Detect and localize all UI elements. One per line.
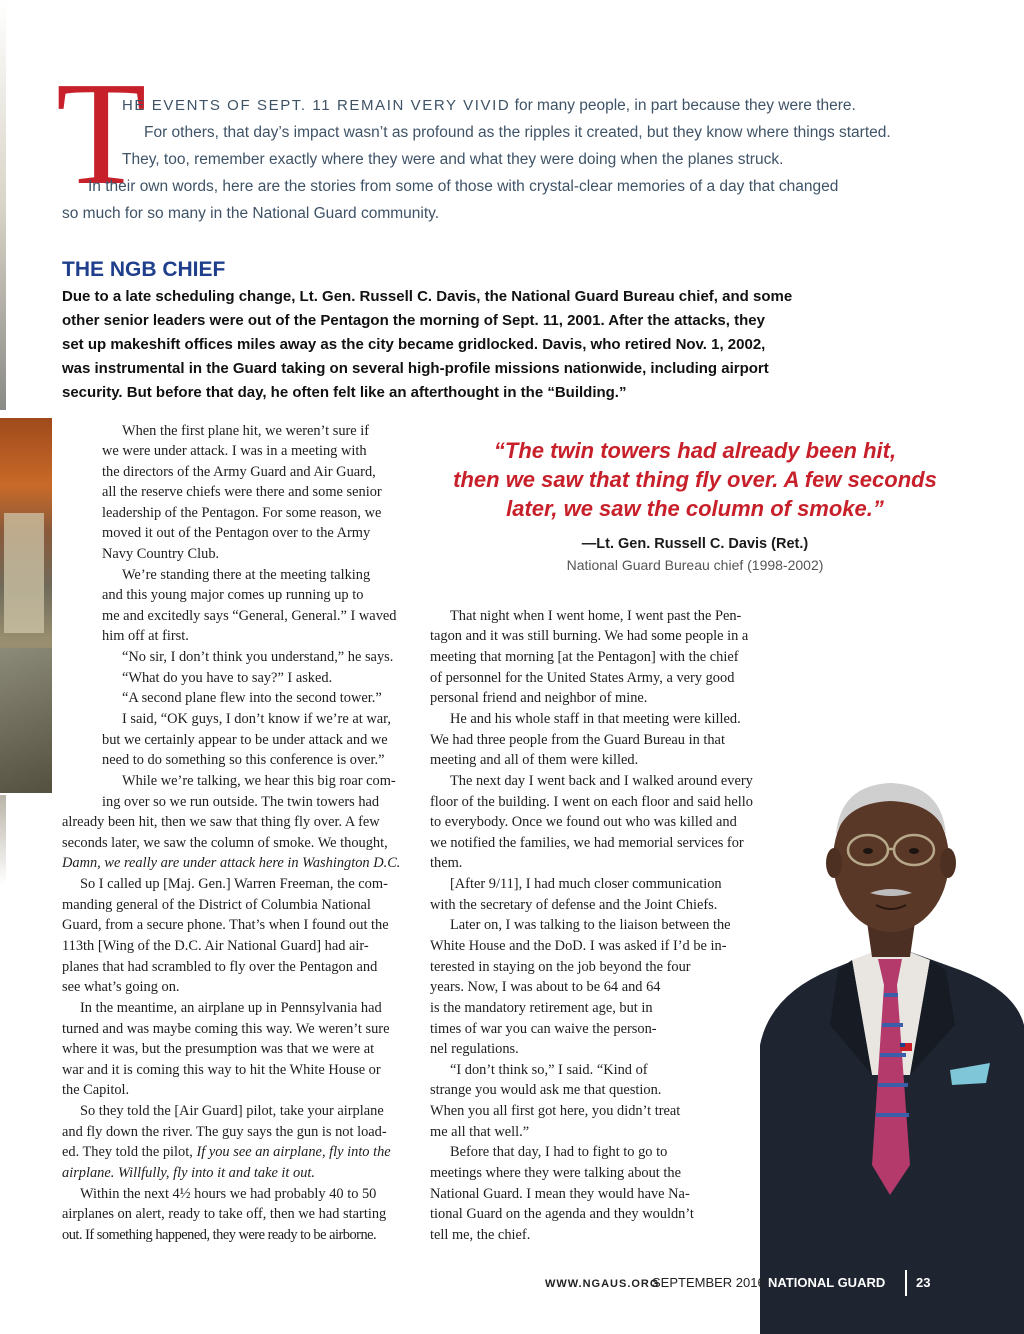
body-line: White House and the DoD. I was asked if I’d be in- [430,938,727,954]
body-line: In the meantime, an airplane up in Pennsylvania had [80,1000,382,1016]
body-line: meeting and all of them were killed. [430,752,639,768]
body-line: but we certainly appear to be under attack and we [102,732,388,748]
body-line: times of war you can waive the person- [430,1021,657,1037]
body-line: moved it out of the Pentagon over to the Army [102,525,371,541]
body-line: need to do something so this conference is over.” [102,752,385,768]
body-line: and this young major comes up running up to [102,587,364,603]
body-line: seconds later, we saw the column of smoke. We thought, [62,835,388,851]
body-line: the directors of the Army Guard and Air Guard, [102,464,376,480]
edge-photo-strip-lower [0,795,6,885]
lede-line: other senior leaders were out of the Pentagon the morning of Sept. 11, 2001. After the attacks, they [62,312,765,329]
body-line: we notified the families, we had memorial services for [430,835,744,851]
body-line: strange you would ask me that question. [430,1082,662,1098]
body-line: already been hit, then we saw that thing fly over. A few [62,814,380,830]
pentagon-photo-crop [0,418,52,793]
body-line: terested in staying on the job beyond the four [430,959,691,975]
footer-magazine-title: NATIONAL GUARD [768,1275,886,1290]
body-line: manding general of the District of Columbia National [62,897,371,913]
body-line: him off at first. [102,628,189,644]
body-line: where it was, but the presumption was that we were at [62,1041,375,1057]
body-line: “A second plane flew into the second tower.” [122,690,382,706]
body-line: I said, “OK guys, I don’t know if we’re at war, [122,711,391,727]
body-text-run-italic: If you see an airplane, fly into the [196,1144,391,1160]
intro-line-3: They, too, remember exactly where they were and what they were doing when the planes struck. [122,151,784,168]
pull-quote-line: then we saw that thing fly over. A few seconds [453,467,937,492]
body-line: see what’s going on. [62,979,180,995]
body-line: airplanes on alert, ready to take off, then we had starting [62,1206,387,1222]
body-line: We had three people from the Guard Bureau in that [430,732,725,748]
body-line: So they told the [Air Guard] pilot, take your airplane [80,1103,384,1119]
pull-quote-line: later, we saw the column of smoke.” [506,496,884,521]
body-line: While we’re talking, we hear this big roar com- [122,773,396,789]
body-line: to everybody. Once we found out who was killed and [430,814,737,830]
body-line: ing over so we run outside. The twin towers had [102,794,380,810]
body-line: planes that had scrambled to fly over the Pentagon and [62,959,378,975]
intro-lead-rest: for many people, in part because they were there. [514,97,856,114]
body-line: Before that day, I had to fight to go to [450,1144,668,1160]
body-line: turned and was maybe coming this way. We weren’t sure [62,1021,390,1037]
body-line-italic: airplane. Willfully, fly into it and take it out. [62,1165,316,1181]
body-line: out. If something happened, they were ready to be airborne. [62,1227,377,1243]
body-line: floor of the building. I went on each floor and said hello [430,794,753,810]
intro-line-5: so much for so many in the National Guard community. [62,205,440,222]
body-line: nel regulations. [430,1041,519,1057]
portrait-photo [760,745,1024,1334]
body-line: That night when I went home, I went past the Pen- [450,608,742,624]
body-line: years. Now, I was about to be 64 and 64 [430,979,661,995]
body-line: Later on, I was talking to the liaison between the [450,917,731,933]
body-line: me and excitedly says “General, General.” I waved [102,608,397,624]
body-line: Guard, from a secure phone. That’s when I found out the [62,917,389,933]
body-line: 113th [Wing of the D.C. Air National Guard] had air- [62,938,369,954]
body-line: So I called up [Maj. Gen.] Warren Freeman, the com- [80,876,388,892]
body-line: National Guard. I mean they would have Na- [430,1186,690,1202]
body-line: Navy Country Club. [102,546,220,562]
lede-line: was instrumental in the Guard taking on several high-profile missions nationwide, including airport [62,360,769,377]
pull-quote-role: National Guard Bureau chief (1998-2002) [566,557,824,573]
body-line: we were under attack. I was in a meeting with [102,443,367,459]
footer-website: WWW.NGAUS.ORG [545,1278,660,1290]
body-text-run: ed. They told the pilot, [62,1144,193,1160]
drop-cap: T [56,52,147,216]
body-line: the Capitol. [62,1082,130,1098]
body-line: [After 9/11], I had much closer communication [450,876,722,892]
body-line: war and it is coming this way to hit the White House or [62,1062,381,1078]
body-line: “No sir, I don’t think you understand,” he says. [122,649,394,665]
body-line: When you all first got here, you didn’t treat [430,1103,681,1119]
section-title: THE NGB CHIEF [62,258,226,281]
body-line: tional Guard on the agenda and they wouldn’t [430,1206,694,1222]
body-line: meetings where they were talking about the [430,1165,681,1181]
body-line: “What do you have to say?” I asked. [122,670,333,686]
footer-divider [905,1270,907,1296]
body-line: tagon and it was still burning. We had some people in a [430,628,749,644]
body-line: and fly down the river. The guy says the gun is not load- [62,1124,387,1140]
lede-line: set up makeshift offices miles away as the city became gridlocked. Davis, who retired Nov. 1, 2002, [62,336,766,353]
intro-lead-caps: HE EVENTS OF SEPT. 11 REMAIN VERY VIVID [122,97,511,114]
body-line: We’re standing there at the meeting talking [122,567,371,583]
body-line: of personnel for the United States Army, a very good [430,670,735,686]
body-line: with the secretary of defense and the Joint Chiefs. [430,897,718,913]
body-line: meeting that morning [at the Pentagon] with the chief [430,649,739,665]
body-line-italic: Damn, we really are under attack here in Washington D.C. [62,855,401,871]
body-line: leadership of the Pentagon. For some reason, we [102,505,382,521]
body-line: “I don’t think so,” I said. “Kind of [450,1062,648,1078]
pull-quote-line: “The twin towers had already been hit, [493,438,897,463]
intro-line-2: For others, that day’s impact wasn’t as profound as the ripples it created, but they know where things started. [144,124,891,141]
intro-line-4: In their own words, here are the stories from some of those with crystal-clear memories of a day that changed [88,178,839,195]
intro-line-1 [122,97,856,115]
body-line: When the first plane hit, we weren’t sure if [122,423,370,439]
lede-line: Due to a late scheduling change, Lt. Gen. Russell C. Davis, the National Guard Bureau chief, and some [62,288,793,305]
body-line: me all that well.” [430,1124,530,1140]
body-line: them. [430,855,463,871]
footer-issue-date: SEPTEMBER 2016 [652,1275,765,1290]
body-line: He and his whole staff in that meeting were killed. [450,711,741,727]
body-line: The next day I went back and I walked around every [450,773,753,789]
pull-quote-attribution: —Lt. Gen. Russell C. Davis (Ret.) [581,536,809,552]
body-line: tell me, the chief. [430,1227,531,1243]
body-line: Within the next 4½ hours we had probably 40 to 50 [80,1186,377,1202]
body-line [62,1142,391,1162]
edge-photo-strip [0,0,6,410]
body-line: personal friend and neighbor of mine. [430,690,648,706]
lede-line: security. But before that day, he often felt like an afterthought in the “Building.” [62,384,627,401]
body-line: all the reserve chiefs were there and some senior [102,484,382,500]
page-number: 23 [916,1275,931,1290]
body-line: is the mandatory retirement age, but in [430,1000,653,1016]
